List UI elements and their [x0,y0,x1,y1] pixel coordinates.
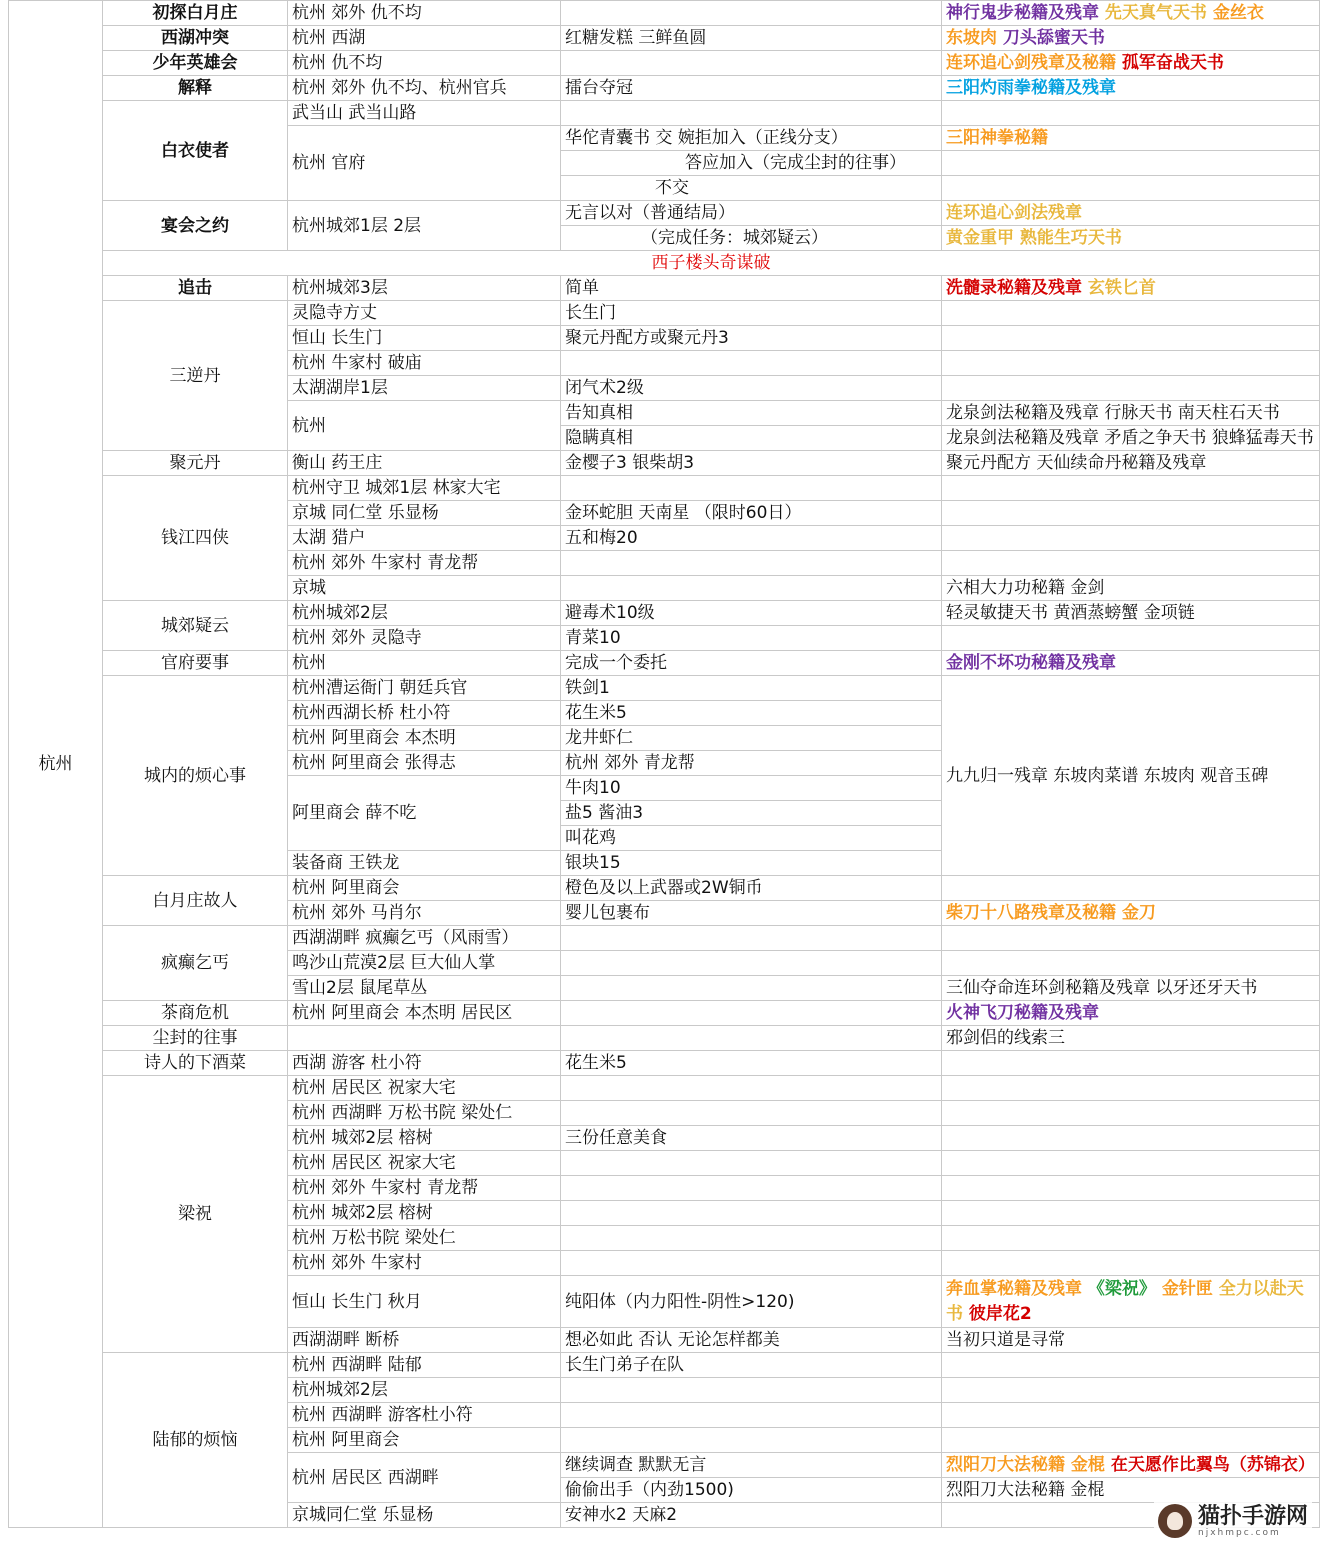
reward-item: 金针匣 [1161,1278,1219,1299]
condition-cell: 隐瞒真相 [561,426,942,451]
reward-item: 连环追心剑法残章 [946,203,1082,223]
quest-name: 城内的烦心事 [103,676,288,876]
reward-item: 金刚不坏功秘籍及残章 [946,653,1116,673]
condition-cell [561,1428,942,1453]
quest-name: 钱江四侠 [103,476,288,601]
quest-name: 梁祝 [103,1076,288,1353]
location-cell: 衡山 药王庄 [288,451,561,476]
location-cell: 杭州 郊外 灵隐寺 [288,626,561,651]
location-cell: 西湖湖畔 断桥 [288,1328,561,1353]
reward-cell [942,1076,1320,1101]
location-cell: 杭州城郊2层 [288,1378,561,1403]
condition-cell: 完成一个委托 [561,651,942,676]
table-row [9,101,1320,126]
condition-cell: 银块15 [561,851,942,876]
condition-cell: 花生米5 [561,701,942,726]
watermark-title: 猫扑手游网 [1197,1502,1308,1529]
location-cell: 杭州 万松书院 梁处仁 [288,1226,561,1251]
location-cell: 灵隐寺方丈 [288,301,561,326]
location-cell: 杭州 郊外 牛家村 青龙帮 [288,1176,561,1201]
location-cell: 西湖湖畔 疯癫乞丐（风雨雪） [288,926,561,951]
table-row [9,51,1320,76]
condition-cell: 铁剑1 [561,676,942,701]
table-row [9,1,1320,26]
reward-item: 邪剑侣的线索三 [946,1028,1065,1048]
condition-cell [561,1001,942,1026]
reward-cell [942,1328,1320,1353]
location-cell: 杭州 阿里商会 张得志 [288,751,561,776]
condition-cell: 闭气术2级 [561,376,942,401]
reward-cell [942,1176,1320,1201]
location-cell: 京城同仁堂 乐显杨 [288,1503,561,1528]
table-row [9,1026,1320,1051]
reward-cell [942,226,1320,251]
condition-cell [561,476,942,501]
condition-cell [561,576,942,601]
reward-cell [942,1101,1320,1126]
condition-cell [561,1378,942,1403]
quest-name: 诗人的下酒菜 [103,1051,288,1076]
condition-cell: 三份任意美食 [561,1126,942,1151]
table-row [9,76,1320,101]
reward-item: 奔血掌秘籍及残章 [946,1278,1088,1299]
reward-cell [942,1428,1320,1453]
table-row [9,476,1320,501]
location-cell: 阿里商会 薛不吃 [288,776,561,851]
location-cell: 杭州 [288,651,561,676]
table-row [9,26,1320,51]
location-cell: 装备商 王铁龙 [288,851,561,876]
condition-cell [561,101,942,126]
location-cell: 杭州 郊外 马肖尔 [288,901,561,926]
reward-cell [942,651,1320,676]
condition-cell [561,51,942,76]
location-cell: 杭州 郊外 牛家村 青龙帮 [288,551,561,576]
reward-cell [942,276,1320,301]
condition-cell [561,1226,942,1251]
quest-name: 疯癫乞丐 [103,926,288,1001]
table-row [9,301,1320,326]
condition-cell: 避毒术10级 [561,601,942,626]
table-row [9,251,1320,276]
table-row [9,651,1320,676]
condition-cell: 长生门弟子在队 [561,1353,942,1378]
quest-name: 聚元丹 [103,451,288,476]
quest-name: 三逆丹 [103,301,288,451]
table-row [9,876,1320,901]
condition-cell [561,1026,942,1051]
reward-cell [942,876,1320,901]
quest-table [8,0,1320,1528]
reward-cell [942,301,1320,326]
condition-cell: 偷偷出手（内劲1500) [561,1478,942,1503]
condition-cell [561,976,942,1001]
location-cell: 杭州 居民区 祝家大宅 [288,1151,561,1176]
location-cell: 杭州 西湖畔 游客杜小符 [288,1403,561,1428]
reward-item: 烈阳刀大法秘籍 金棍 [946,1455,1111,1475]
reward-item: 金丝衣 [1212,3,1264,23]
location-cell: 杭州 城郊2层 榕树 [288,1126,561,1151]
location-cell: 杭州 牛家村 破庙 [288,351,561,376]
cat-logo-icon [1158,1504,1192,1538]
reward-item: 九九归一残章 东坡肉菜谱 东坡肉 观音玉碑 [946,765,1269,786]
quest-name: 尘封的往事 [103,1026,288,1051]
chapter-heading: 西子楼头奇谋破 [103,251,1320,276]
reward-cell [942,1353,1320,1378]
location-cell: 恒山 长生门 [288,326,561,351]
table-row [9,1353,1320,1378]
quest-name: 陆郁的烦恼 [103,1353,288,1528]
quest-name: 官府要事 [103,651,288,676]
condition-cell: 盐5 酱油3 [561,801,942,826]
condition-cell: 纯阳体（内力阳性-阴性>120) [561,1276,942,1328]
condition-cell: 五和梅20 [561,526,942,551]
location-cell: 杭州 阿里商会 [288,876,561,901]
condition-cell [561,1403,942,1428]
location-cell: 太湖 猎户 [288,526,561,551]
quest-name: 宴会之约 [103,201,288,251]
reward-item: 三阳灼雨拳秘籍及残章 [946,78,1116,98]
table-row [9,451,1320,476]
condition-cell: 青菜10 [561,626,942,651]
location-cell: 武当山 武当山路 [288,101,561,126]
reward-cell [942,101,1320,126]
reward-cell [942,76,1320,101]
condition-cell [561,1076,942,1101]
reward-cell [942,1453,1320,1478]
location-cell: 杭州城郊1层 2层 [288,201,561,251]
location-cell: 杭州守卫 城郊1层 林家大宅 [288,476,561,501]
location-cell: 杭州 阿里商会 [288,1428,561,1453]
reward-item: 聚元丹配方 天仙续命丹秘籍及残章 [946,453,1207,473]
reward-item: 全力以赴天书 [946,1278,1304,1324]
quest-name: 西湖冲突 [103,26,288,51]
condition-cell [561,1101,942,1126]
location-cell: 京城 同仁堂 乐显杨 [288,501,561,526]
table-row [9,201,1320,226]
table-row [9,1001,1320,1026]
reward-cell [942,1,1320,26]
condition-cell: 安神水2 天麻2 [561,1503,942,1528]
condition-cell: 简单 [561,276,942,301]
location-cell: 恒山 长生门 秋月 [288,1276,561,1328]
condition-cell: 无言以对（普通结局） [561,201,942,226]
condition-cell: 红糖发糕 三鲜鱼圆 [561,26,942,51]
reward-item: 龙泉剑法秘籍及残章 行脉天书 南天柱石天书 [946,403,1280,423]
quest-name: 追击 [103,276,288,301]
reward-item: 刀头舔蜜天书 [1002,28,1105,48]
reward-item: 先天真气天书 [1104,3,1213,23]
reward-item: 三阳神拳秘籍 [946,128,1048,148]
reward-cell [942,426,1320,451]
location-cell: 雪山2层 鼠尾草丛 [288,976,561,1001]
quest-name: 茶商危机 [103,1001,288,1026]
condition-cell: 金环蛇胆 天南星 （限时60日） [561,501,942,526]
location-cell: 杭州 阿里商会 本杰明 [288,726,561,751]
condition-cell [561,1176,942,1201]
quest-name: 解释 [103,76,288,101]
condition-cell [561,351,942,376]
reward-item: 三仙夺命连环剑秘籍及残章 以牙还牙天书 [946,978,1258,998]
condition-cell [561,1151,942,1176]
location-cell: 杭州 阿里商会 本杰明 居民区 [288,1001,561,1026]
condition-cell: 继续调查 默默无言 [561,1453,942,1478]
location-cell: 京城 [288,576,561,601]
reward-cell [942,176,1320,201]
reward-item: 当初只道是寻常 [946,1330,1065,1350]
location-cell: 杭州 官府 [288,126,561,201]
table-row [9,1051,1320,1076]
reward-cell [942,901,1320,926]
location-cell: 杭州 西湖 [288,26,561,51]
reward-item: 孤军奋战天书 [1121,53,1224,73]
location-cell: 西湖 游客 杜小符 [288,1051,561,1076]
table-row [9,601,1320,626]
reward-cell [942,1226,1320,1251]
location-cell: 鸣沙山荒漠2层 巨大仙人掌 [288,951,561,976]
reward-cell [942,676,1320,876]
quest-name: 初探白月庄 [103,1,288,26]
location-cell: 杭州 城郊2层 榕树 [288,1201,561,1226]
reward-cell [942,151,1320,176]
reward-cell [942,551,1320,576]
condition-cell: 想必如此 否认 无论怎样都美 [561,1328,942,1353]
reward-cell [942,1251,1320,1276]
reward-item: 《梁祝》 [1087,1278,1162,1299]
table-row [9,276,1320,301]
condition-cell [561,951,942,976]
quest-name: 白衣使者 [103,101,288,201]
reward-item: 烈阳刀大法秘籍 金棍 [946,1480,1105,1500]
watermark [1154,1502,1312,1540]
condition-cell: 婴儿包裹布 [561,901,942,926]
table-row [9,926,1320,951]
quest-name: 城郊疑云 [103,601,288,651]
reward-cell [942,501,1320,526]
condition-cell [561,1251,942,1276]
reward-cell [942,976,1320,1001]
watermark-url: njxhmpc.com [1197,1527,1281,1538]
reward-item: 黄金重甲 熟能生巧天书 [946,228,1122,248]
reward-item: 彼岸花2 [968,1303,1032,1324]
reward-item: 火神飞刀秘籍及残章 [946,1003,1099,1023]
condition-cell [561,1,942,26]
city-cell: 杭州 [9,1,103,1528]
location-cell: 杭州 居民区 祝家大宅 [288,1076,561,1101]
condition-cell: 告知真相 [561,401,942,426]
condition-cell: 花生米5 [561,1051,942,1076]
table-row [9,1076,1320,1101]
reward-cell [942,26,1320,51]
reward-cell [942,1151,1320,1176]
reward-cell [942,1403,1320,1428]
reward-item: 东坡肉 [946,28,1003,48]
condition-cell: 答应加入（完成尘封的往事） [561,151,942,176]
reward-cell [942,1378,1320,1403]
quest-table-body [9,1,1320,1528]
reward-cell [942,576,1320,601]
location-cell: 太湖湖岸1层 [288,376,561,401]
location-cell: 杭州 [288,401,561,451]
reward-cell [942,476,1320,501]
reward-item: 轻灵敏捷天书 黄酒蒸螃蟹 金项链 [946,603,1195,623]
condition-cell: 聚元丹配方或聚元丹3 [561,326,942,351]
reward-cell [942,1026,1320,1051]
reward-cell [942,1276,1320,1328]
location-cell: 杭州 西湖畔 陆郁 [288,1353,561,1378]
condition-cell [561,551,942,576]
reward-cell [942,451,1320,476]
reward-item: 六相大力功秘籍 金剑 [946,578,1105,598]
reward-cell [942,1201,1320,1226]
condition-cell [561,1201,942,1226]
reward-cell [942,926,1320,951]
reward-cell [942,126,1320,151]
reward-item: 柴刀十八路残章及秘籍 金刀 [946,903,1156,923]
location-cell: 杭州 居民区 西湖畔 [288,1453,561,1503]
condition-cell: 叫花鸡 [561,826,942,851]
condition-cell: （完成任务：城郊疑云） [561,226,942,251]
condition-cell: 牛肉10 [561,776,942,801]
location-cell: 杭州城郊2层 [288,601,561,626]
condition-cell: 金樱子3 银柴胡3 [561,451,942,476]
location-cell: 杭州 西湖畔 万松书院 梁处仁 [288,1101,561,1126]
reward-cell [942,51,1320,76]
reward-cell [942,201,1320,226]
condition-cell: 华佗青囊书 交 婉拒加入（正线分支） [561,126,942,151]
reward-item: 在天愿作比翼鸟（苏锦衣） [1110,1455,1315,1475]
quest-name: 白月庄故人 [103,876,288,926]
reward-cell [942,951,1320,976]
condition-cell: 龙井虾仁 [561,726,942,751]
reward-item: 龙泉剑法秘籍及残章 矛盾之争天书 狼蜂猛毒天书 [946,428,1314,448]
reward-item: 洗髓录秘籍及残章 [946,278,1088,298]
condition-cell [561,926,942,951]
location-cell [288,1026,561,1051]
condition-cell: 长生门 [561,301,942,326]
quest-name: 少年英雄会 [103,51,288,76]
reward-cell [942,1051,1320,1076]
condition-cell: 擂台夺冠 [561,76,942,101]
location-cell: 杭州城郊3层 [288,276,561,301]
condition-cell: 不交 [561,176,942,201]
condition-cell: 橙色及以上武器或2W铜币 [561,876,942,901]
reward-item: 玄铁匕首 [1087,278,1156,298]
reward-item: 连环追心剑残章及秘籍 [946,53,1122,73]
location-cell: 杭州 郊外 仇不均、杭州官兵 [288,76,561,101]
location-cell: 杭州 郊外 牛家村 [288,1251,561,1276]
reward-cell [942,626,1320,651]
location-cell: 杭州漕运衙门 朝廷兵官 [288,676,561,701]
table-row [9,676,1320,701]
reward-cell [942,601,1320,626]
reward-cell [942,1126,1320,1151]
location-cell: 杭州西湖长桥 杜小符 [288,701,561,726]
reward-item: 神行鬼步秘籍及残章 [946,3,1105,23]
reward-cell [942,1001,1320,1026]
condition-cell: 杭州 郊外 青龙帮 [561,751,942,776]
reward-cell [942,351,1320,376]
location-cell: 杭州 仇不均 [288,51,561,76]
location-cell: 杭州 郊外 仇不均 [288,1,561,26]
reward-cell [942,401,1320,426]
reward-cell [942,326,1320,351]
reward-cell [942,1478,1320,1503]
reward-cell [942,376,1320,401]
reward-cell [942,526,1320,551]
